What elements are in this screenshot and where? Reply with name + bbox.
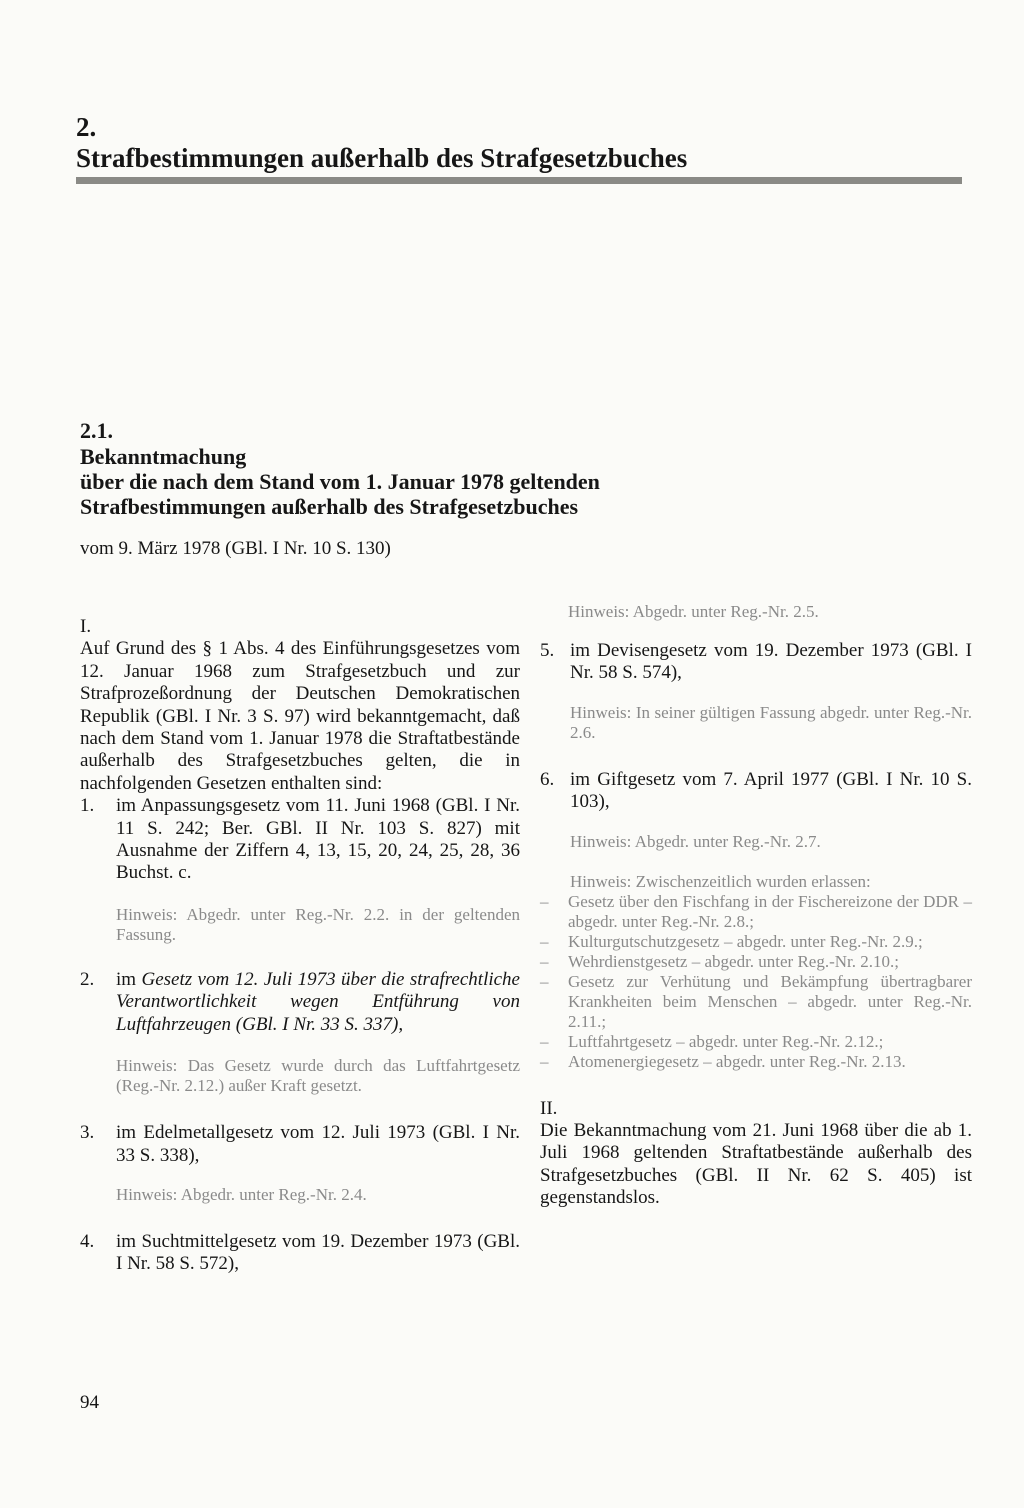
item-note: Hinweis: Abgedr. unter Reg.-Nr. 2.2. in der geltenden Fassung. <box>116 904 520 944</box>
list-item <box>80 1122 520 1167</box>
chapter-number: 2. <box>76 112 97 142</box>
part-one-numeral: I. <box>80 616 92 637</box>
item-text: im Edelmetallgesetz vom 12. Juli 1973 (GBl. I Nr. 33 S. 338), <box>116 1122 520 1166</box>
list-item <box>540 932 972 952</box>
interim-entry: Wehrdienstgesetz – abgedr. unter Reg.-Nr. 2.10.; <box>568 951 899 971</box>
list-item <box>540 1052 972 1072</box>
item-note: Hinweis: Abgedr. unter Reg.-Nr. 2.5. <box>568 602 819 621</box>
interim-entry: Gesetz zur Verhütung und Bekämpfung übertragbarer Krankheiten beim Menschen – abgedr. unter Reg.-Nr. 2.11.; <box>568 971 972 1031</box>
item-number: 1. <box>80 795 95 817</box>
list-item <box>540 952 972 972</box>
item-note: Hinweis: Abgedr. unter Reg.-Nr. 2.7. <box>570 831 821 851</box>
section-heading <box>80 418 680 519</box>
chapter-title: Strafbestimmungen außerhalb des Strafgesetzbuches <box>76 143 688 173</box>
list-item <box>540 1032 972 1052</box>
item-text-italic: Gesetz vom 12. Juli 1973 über die strafrechtliche Verantwortlichkeit wegen Entführung von Luftfahrzeugen (GBl. I Nr. 33 S. 337), <box>116 968 520 1035</box>
list-item <box>540 972 972 1032</box>
chapter-rule <box>76 177 962 184</box>
left-column <box>80 602 520 1276</box>
page-number: 94 <box>80 1392 99 1413</box>
item-text-prefix: im <box>116 968 142 990</box>
list-item <box>80 795 520 885</box>
interim-entry: Luftfahrtgesetz – abgedr. unter Reg.-Nr. 2.12.; <box>568 1031 884 1051</box>
item-number: 3. <box>80 1122 95 1144</box>
chapter-heading <box>76 112 956 174</box>
item-note: Hinweis: Abgedr. unter Reg.-Nr. 2.4. <box>116 1184 367 1204</box>
item-number: 5. <box>540 640 555 661</box>
dash-marker: – <box>540 891 549 911</box>
right-column <box>540 602 972 1210</box>
section-title-line-1: Bekanntmachung <box>80 444 247 469</box>
list-item <box>540 640 972 685</box>
item-text: im Suchtmittelgesetz vom 19. Dezember 1973 (GBl. I Nr. 58 S. 572), <box>116 1230 520 1275</box>
item-text <box>116 969 520 1036</box>
item-number: 4. <box>80 1230 95 1252</box>
item-text: im Devisengesetz vom 19. Dezember 1973 (GBl. I Nr. 58 S. 574), <box>570 640 972 684</box>
item-number: 6. <box>540 768 555 790</box>
item-text: im Anpassungsgesetz vom 11. Juni 1968 (GBl. I Nr. 11 S. 242; Ber. GBl. II Nr. 103 S. 827) mit Ausnahme der Ziffern 4, 13, 15, 20, 24, 25, 28, 36 Buchst. c. <box>116 795 520 884</box>
part-two-numeral: II. <box>540 1097 558 1119</box>
section-title-line-2: über die nach dem Stand vom 1. Januar 1978 geltenden <box>80 469 600 494</box>
dash-marker: – <box>540 951 549 971</box>
interim-entry: Atomenergiegesetz – abgedr. unter Reg.-Nr. 2.13. <box>568 1051 906 1071</box>
list-item <box>540 892 972 932</box>
intro-paragraph: Auf Grund des § 1 Abs. 4 des Einführungsgesetzes vom 12. Januar 1968 zum Strafgesetzbuch und zur Strafprozeßordnung der Deutschen Demokratischen Republik (GBl. I Nr. 3 S. 97) wird bekanntgemacht, daß nach dem Stand vom 1. Januar 1978 die Straftatbestände außerhalb des Strafgesetzbuches gelten, die in nachfolgenden Gesetzen enthalten sind: <box>80 638 520 794</box>
interim-entry: Kulturgutschutzgesetz – abgedr. unter Reg.-Nr. 2.9.; <box>568 931 923 951</box>
section-title-line-3: Strafbestimmungen außerhalb des Strafgesetzbuches <box>80 494 579 519</box>
dash-marker: – <box>540 1051 549 1071</box>
dash-marker: – <box>540 931 549 951</box>
dash-marker: – <box>540 971 549 991</box>
interim-note-list <box>540 892 972 1072</box>
item-number: 2. <box>80 968 95 990</box>
item-note: Hinweis: In seiner gültigen Fassung abgedr. unter Reg.-Nr. 2.6. <box>570 702 972 742</box>
list-item <box>540 769 972 814</box>
list-item <box>80 1231 520 1276</box>
item-note: Hinweis: Das Gesetz wurde durch das Luftfahrtgesetz (Reg.-Nr. 2.12.) außer Kraft gesetzt. <box>116 1056 520 1096</box>
closing-paragraph: Die Bekanntmachung vom 21. Juni 1968 über die ab 1. Juli 1968 geltenden Straftatbestände außerhalb des Strafgesetzbuches (GBl. II Nr. 62 S. 405) ist gegenstandslos. <box>540 1120 972 1209</box>
list-item <box>80 969 520 1036</box>
section-number: 2.1. <box>80 418 113 443</box>
interim-note-heading: Hinweis: Zwischenzeitlich wurden erlassen: <box>570 871 871 891</box>
interim-entry: Gesetz über den Fischfang in der Fischereizone der DDR – abgedr. unter Reg.-Nr. 2.8.; <box>568 891 972 931</box>
item-text: im Giftgesetz vom 7. April 1977 (GBl. I Nr. 10 S. 103), <box>570 768 972 813</box>
dash-marker: – <box>540 1031 549 1051</box>
publication-date: vom 9. März 1978 (GBl. I Nr. 10 S. 130) <box>80 538 391 559</box>
